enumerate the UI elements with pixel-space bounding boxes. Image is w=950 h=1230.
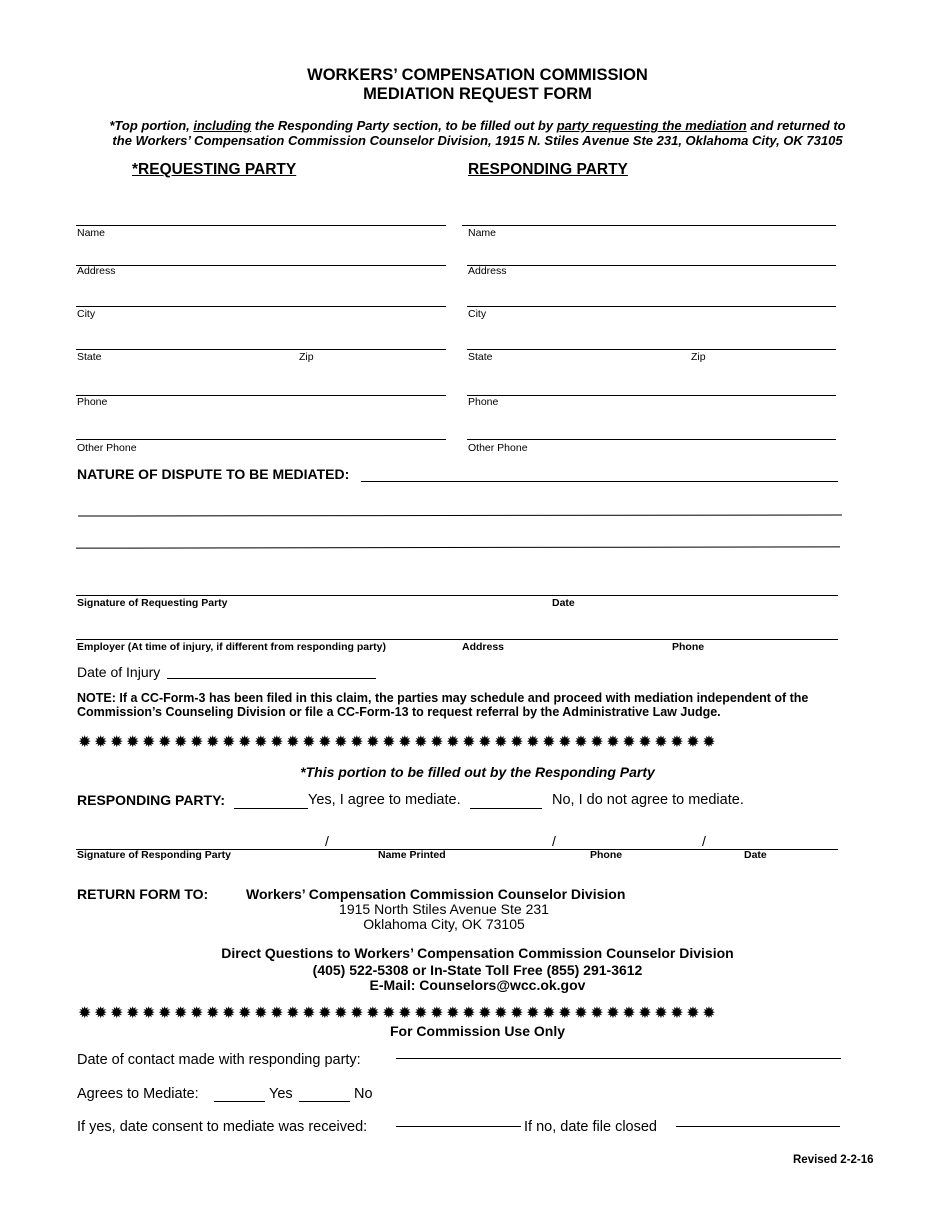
req-city-line[interactable] (76, 306, 446, 307)
dispute-line-3[interactable] (76, 546, 840, 548)
instructions-part4: party requesting the mediation (556, 118, 747, 133)
form-title-line2: MEDIATION REQUEST FORM (363, 85, 592, 103)
instructions-part5: and returned to (746, 118, 846, 133)
disagree-text: No, I do not agree to mediate. (552, 792, 744, 808)
star-divider-bottom: ✹✹✹✹✹✹✹✹✹✹✹✹✹✹✹✹✹✹✹✹✹✹✹✹✹✹✹✹✹✹✹✹✹✹✹✹✹✹✹✹ (78, 1005, 719, 1022)
resp-phone-label-2: Phone (590, 849, 623, 861)
instructions-part1: *Top portion, (109, 118, 194, 133)
employer-line[interactable] (76, 639, 838, 640)
req-zip-label: Zip (299, 351, 314, 363)
note-text: NOTE: If a CC-Form-3 has been filed in this claim, the parties may schedule and proceed with mediation independent of the Commission’s Counseling Division or file a CC-Form-13 to request referral by the Administrative Law Judge. (77, 691, 809, 719)
questions-line1: Direct Questions to Workers’ Compensation Commission Counselor Division (221, 945, 734, 961)
resp-sig-sep-3: / (702, 833, 706, 849)
date-of-injury-label: Date of Injury (77, 664, 161, 680)
req-state-label: State (77, 351, 102, 363)
employer-address-label: Address (462, 641, 505, 653)
date-of-injury-line[interactable] (167, 678, 376, 679)
req-name-label: Name (77, 227, 106, 239)
resp-state-line[interactable] (467, 349, 836, 350)
contact-date-label: Date of contact made with responding party: (77, 1052, 361, 1068)
req-city-label: City (77, 308, 96, 320)
resp-zip-label: Zip (691, 351, 706, 363)
responding-section-heading: *This portion to be filled out by the Responding Party (300, 764, 655, 780)
resp-name-label: Name (468, 227, 497, 239)
req-phone-label: Phone (77, 396, 108, 408)
resp-date-label: Date (744, 849, 767, 861)
employer-phone-label: Phone (672, 641, 705, 653)
req-address-line[interactable] (76, 265, 446, 266)
dispute-line-1[interactable] (361, 481, 838, 482)
commission-heading: For Commission Use Only (389, 1023, 566, 1039)
employer-label: Employer (At time of injury, if different from responding party) (77, 641, 386, 653)
star-divider-top: ✹✹✹✹✹✹✹✹✹✹✹✹✹✹✹✹✹✹✹✹✹✹✹✹✹✹✹✹✹✹✹✹✹✹✹✹✹✹✹✹ (78, 734, 719, 751)
dispute-label: NATURE OF DISPUTE TO BE MEDIATED: (77, 466, 350, 482)
file-closed-line[interactable] (676, 1126, 840, 1127)
resp-address-line[interactable] (467, 265, 836, 266)
req-phone-line[interactable] (76, 395, 446, 396)
disagree-blank[interactable] (470, 808, 542, 809)
agree-blank[interactable] (234, 808, 308, 809)
resp-sig-sep-1: / (325, 833, 329, 849)
resp-address-label: Address (468, 265, 507, 277)
req-signature-date-label: Date (552, 597, 575, 609)
agrees-no-blank[interactable] (299, 1101, 350, 1102)
resp-other-phone-label: Other Phone (468, 442, 528, 454)
req-signature-label: Signature of Requesting Party (77, 597, 228, 609)
requesting-party-heading: *REQUESTING PARTY (132, 161, 297, 178)
resp-phone-label: Phone (468, 396, 499, 408)
req-other-phone-line[interactable] (76, 439, 446, 440)
req-name-line[interactable] (76, 225, 446, 226)
req-other-phone-label: Other Phone (77, 442, 137, 454)
agrees-yes-label: Yes (269, 1086, 293, 1102)
resp-name-printed-label: Name Printed (378, 849, 446, 861)
responding-party-heading: RESPONDING PARTY (468, 161, 628, 178)
resp-state-label: State (468, 351, 493, 363)
req-state-line[interactable] (76, 349, 446, 350)
file-closed-label: If no, date file closed (524, 1119, 657, 1135)
return-city: Oklahoma City, OK 73105 (363, 916, 525, 932)
agrees-yes-blank[interactable] (214, 1101, 265, 1102)
instructions-part2: including (193, 118, 252, 133)
resp-sig-sep-2: / (552, 833, 556, 849)
responding-party-label: RESPONDING PARTY: (77, 792, 226, 808)
resp-other-phone-line[interactable] (467, 439, 836, 440)
return-street: 1915 North Stiles Avenue Ste 231 (339, 901, 549, 917)
req-signature-line[interactable] (76, 595, 838, 596)
resp-signature-label: Signature of Responding Party (77, 849, 232, 861)
instructions-line2: the Workers’ Compensation Commission Counselor Division, 1915 N. Stiles Avenue Ste 231, Oklahoma City, OK 73105 (112, 133, 843, 148)
agrees-no-label: No (354, 1086, 373, 1102)
revised-date: Revised 2-2-16 (793, 1154, 874, 1166)
return-org: Workers’ Compensation Commission Counselor Division (246, 886, 626, 902)
agrees-label: Agrees to Mediate: (77, 1086, 199, 1102)
resp-name-line[interactable] (462, 225, 836, 226)
req-address-label: Address (77, 265, 116, 277)
instructions (60, 118, 895, 148)
return-form-label: RETURN FORM TO: (77, 886, 209, 902)
resp-city-line[interactable] (467, 306, 836, 307)
questions-email[interactable]: E-Mail: Counselors@wcc.ok.gov (369, 977, 586, 993)
instructions-part3: the Responding Party section, to be filled out by (251, 118, 557, 133)
agree-text: Yes, I agree to mediate. (308, 792, 461, 808)
contact-date-line[interactable] (396, 1058, 841, 1059)
consent-date-line[interactable] (396, 1126, 521, 1127)
form-title-line1: WORKERS’ COMPENSATION COMMISSION (307, 66, 648, 84)
dispute-line-2[interactable] (78, 514, 842, 516)
questions-line2: (405) 522-5308 or In-State Toll Free (855) 291-3612 (312, 962, 643, 978)
resp-city-label: City (468, 308, 487, 320)
resp-phone-line[interactable] (467, 395, 836, 396)
consent-date-label: If yes, date consent to mediate was received: (77, 1119, 368, 1135)
